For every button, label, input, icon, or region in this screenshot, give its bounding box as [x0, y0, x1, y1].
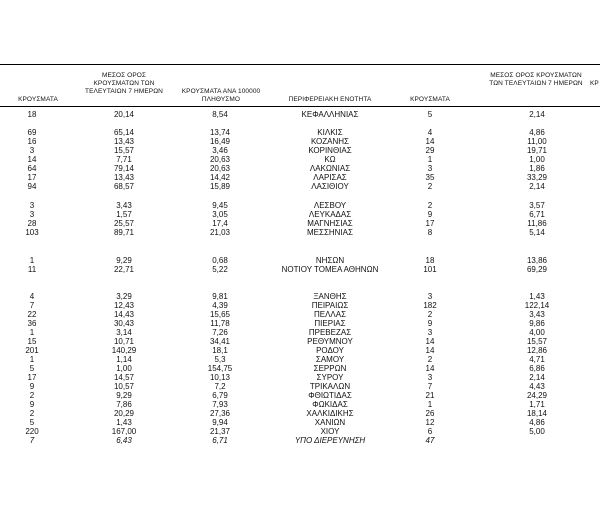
row-cases-right: 2 [427, 310, 433, 319]
row-cases-right: 2 [427, 355, 433, 364]
row-avg-7d: 1,00 [116, 364, 132, 373]
row-regional-unit: ΡΟΔΟΥ [316, 346, 344, 355]
row-avg-7d: 25,57 [113, 219, 135, 228]
row-avg-7d: 20,29 [113, 409, 135, 418]
row-avg-7d: 9,29 [116, 256, 132, 265]
row-cases-right: 9 [427, 319, 433, 328]
row-per-100k: 21,03 [209, 228, 231, 237]
row-cases: 2 [29, 409, 35, 418]
row-cases: 18 [27, 110, 37, 119]
row-avg-7d-right: 1,00 [529, 155, 545, 164]
table-row [0, 228, 600, 237]
row-avg-7d: 9,29 [116, 391, 132, 400]
table-row [0, 182, 600, 191]
row-avg-7d: 1,14 [116, 355, 132, 364]
table-row [0, 364, 600, 373]
row-per-100k: 9,81 [212, 292, 228, 301]
row-cases-right: 3 [427, 164, 433, 173]
row-cases: 3 [29, 146, 35, 155]
row-cases-right: 3 [427, 328, 433, 337]
table-row [0, 110, 600, 119]
row-avg-7d-right: 4,00 [529, 328, 545, 337]
row-avg-7d-right: 3,57 [529, 201, 545, 210]
row-per-100k: 6,71 [212, 436, 228, 445]
table-row [0, 155, 600, 164]
row-regional-unit: ΚΙΛΚΙΣ [317, 128, 343, 137]
row-avg-7d-right: 2,14 [529, 182, 545, 191]
row-avg-7d: 140,29 [111, 346, 137, 355]
row-regional-unit: ΥΠΟ ΔΙΕΡΕΥΝΗΣΗ [294, 436, 366, 445]
row-cases-right: 7 [427, 382, 433, 391]
row-regional-unit: ΚΕΦΑΛΛΗΝΙΑΣ [301, 110, 359, 119]
table-row [0, 173, 600, 182]
table-row [0, 164, 600, 173]
row-cases: 17 [27, 373, 37, 382]
row-regional-unit: ΛΑΚΩΝΙΑΣ [309, 164, 351, 173]
row-per-100k: 15,65 [209, 310, 231, 319]
row-per-100k: 7,2 [214, 382, 226, 391]
row-regional-unit: ΜΕΣΣΗΝΙΑΣ [307, 228, 353, 237]
row-avg-7d: 12,43 [113, 301, 135, 310]
row-cases: 64 [27, 164, 37, 173]
row-avg-7d: 14,57 [113, 373, 135, 382]
row-avg-7d-right: 13,86 [526, 256, 548, 265]
row-avg-7d-right: 19,71 [526, 146, 548, 155]
row-avg-7d-right: 11,00 [527, 137, 547, 146]
row-avg-7d: 79,14 [113, 164, 135, 173]
row-per-100k: 10,13 [209, 373, 231, 382]
row-avg-7d: 89,71 [113, 228, 135, 237]
row-regional-unit: ΣΥΡΟΥ [316, 373, 344, 382]
row-avg-7d: 6,43 [116, 436, 132, 445]
row-per-100k: 7,26 [212, 328, 228, 337]
table-row [0, 319, 600, 328]
row-cases: 9 [29, 400, 35, 409]
row-cases-right: 5 [427, 110, 433, 119]
row-avg-7d: 13,43 [113, 137, 135, 146]
row-per-100k: 4,39 [212, 301, 228, 310]
row-avg-7d: 10,71 [113, 337, 135, 346]
row-cases-right: 21 [425, 391, 435, 400]
row-avg-7d: 1,43 [116, 418, 132, 427]
row-avg-7d: 1,57 [116, 210, 132, 219]
row-avg-7d-right: 1,43 [529, 292, 545, 301]
row-avg-7d-right: 6,71 [529, 210, 545, 219]
row-avg-7d: 30,43 [113, 319, 135, 328]
row-avg-7d: 22,71 [113, 265, 135, 274]
table-row [0, 400, 600, 409]
row-cases: 69 [27, 128, 37, 137]
row-regional-unit: ΣΕΡΡΩΝ [313, 364, 347, 373]
row-avg-7d-right: 18,14 [526, 409, 548, 418]
row-cases-right: 3 [427, 292, 433, 301]
row-avg-7d: 167,00 [111, 427, 137, 436]
row-cases: 7 [29, 301, 35, 310]
row-cases-right: 14 [425, 337, 435, 346]
row-avg-7d-right: 2,14 [529, 110, 545, 119]
header-left-cases: ΚΡΟΥΣΜΑΤΑ [18, 96, 58, 103]
row-cases-right: 6 [427, 427, 433, 436]
header-right-cases: ΚΡΟΥΣΜΑΤΑ [410, 96, 450, 103]
row-cases-right: 14 [425, 364, 435, 373]
table-row [0, 328, 600, 337]
row-per-100k: 8,54 [212, 110, 228, 119]
row-cases: 36 [27, 319, 37, 328]
row-cases-right: 2 [427, 201, 433, 210]
header-top-rule [0, 64, 600, 65]
row-cases-right: 18 [425, 256, 435, 265]
row-avg-7d-right: 12,86 [526, 346, 548, 355]
row-avg-7d-right: 1,86 [529, 164, 545, 173]
row-cases-right: 3 [427, 373, 433, 382]
row-avg-7d: 10,57 [113, 382, 135, 391]
row-cases: 16 [27, 137, 37, 146]
row-per-100k: 7,93 [212, 400, 228, 409]
row-cases-right: 9 [427, 210, 433, 219]
row-cases-right: 29 [425, 146, 435, 155]
row-cases: 201 [25, 346, 39, 355]
row-regional-unit: ΠΙΕΡΙΑΣ [314, 319, 346, 328]
row-regional-unit: ΠΕΙΡΑΙΩΣ [311, 301, 349, 310]
row-avg-7d-right: 3,43 [529, 310, 545, 319]
row-cases: 7 [29, 436, 35, 445]
row-avg-7d-right: 33,29 [526, 173, 548, 182]
table-row [0, 346, 600, 355]
row-regional-unit: ΜΑΓΝΗΣΙΑΣ [307, 219, 353, 228]
table-row [0, 355, 600, 364]
header-left-avg: ΜΕΣΟΣ ΟΡΟΣ ΚΡΟΥΣΜΑΤΩΝ ΤΩΝ ΤΕΛΕΥΤΑΙΩΝ 7 ΗΜΕΡΩΝ [85, 72, 163, 95]
row-per-100k: 9,94 [212, 418, 228, 427]
row-regional-unit: ΠΕΛΛΑΣ [313, 310, 347, 319]
row-regional-unit: ΦΩΚΙΔΑΣ [312, 400, 348, 409]
row-per-100k: 21,37 [209, 427, 231, 436]
row-avg-7d-right: 4,43 [529, 382, 545, 391]
row-regional-unit: ΣΑΜΟΥ [315, 355, 345, 364]
row-cases: 1 [29, 328, 35, 337]
row-avg-7d-right: 11,86 [527, 219, 547, 228]
header-unit: ΠΕΡΙΦΕΡΕΙΑΚΗ ΕΝΟΤΗΤΑ [288, 96, 372, 103]
row-regional-unit: ΠΡΕΒΕΖΑΣ [308, 328, 352, 337]
row-cases-right: 17 [425, 219, 435, 228]
row-avg-7d: 15,57 [113, 146, 135, 155]
table-row [0, 146, 600, 155]
row-cases: 3 [29, 201, 35, 210]
row-per-100k: 18,1 [212, 346, 228, 355]
table-row [0, 391, 600, 400]
row-per-100k: 11,78 [210, 319, 230, 328]
row-cases: 94 [27, 182, 37, 191]
header-right-avg: ΜΕΣΟΣ ΟΡΟΣ ΚΡΟΥΣΜΑΤΩΝ ΤΩΝ ΤΕΛΕΥΤΑΙΩΝ 7 ΗΜΕΡΩΝ [489, 72, 583, 87]
table-row [0, 427, 600, 436]
row-cases: 103 [25, 228, 39, 237]
row-cases-right: 1 [427, 400, 433, 409]
row-cases: 3 [29, 210, 35, 219]
row-cases: 1 [29, 256, 35, 265]
row-per-100k: 20,63 [209, 155, 231, 164]
row-avg-7d-right: 9,86 [529, 319, 545, 328]
row-regional-unit: ΛΕΥΚΑΔΑΣ [308, 210, 352, 219]
row-regional-unit: ΡΕΘΥΜΝΟΥ [307, 337, 353, 346]
table-row [0, 265, 600, 274]
table-row [0, 256, 600, 265]
row-regional-unit: ΧΙΟΥ [320, 427, 340, 436]
row-avg-7d: 20,14 [113, 110, 135, 119]
row-avg-7d-right: 4,86 [529, 418, 545, 427]
row-cases: 17 [27, 173, 37, 182]
row-cases: 14 [27, 155, 37, 164]
row-avg-7d-right: 2,14 [529, 373, 545, 382]
table-row [0, 310, 600, 319]
row-cases-right: 2 [427, 182, 433, 191]
row-per-100k: 5,22 [212, 265, 228, 274]
row-avg-7d: 3,29 [116, 292, 132, 301]
row-avg-7d-right: 24,29 [526, 391, 548, 400]
row-avg-7d: 13,43 [113, 173, 135, 182]
row-cases-right: 1 [427, 155, 433, 164]
row-cases: 1 [29, 355, 35, 364]
row-cases: 4 [29, 292, 35, 301]
row-cases: 28 [27, 219, 37, 228]
header-cut-off: ΚΡ [590, 80, 599, 87]
row-regional-unit: ΦΘΙΩΤΙΔΑΣ [308, 391, 352, 400]
row-regional-unit: ΞΑΝΘΗΣ [313, 292, 347, 301]
row-regional-unit: ΤΡΙΚΑΛΩΝ [309, 382, 351, 391]
row-cases: 2 [29, 391, 35, 400]
table-row [0, 418, 600, 427]
row-cases-right: 26 [425, 409, 435, 418]
table-row [0, 373, 600, 382]
table-row [0, 292, 600, 301]
row-regional-unit: ΚΩ [324, 155, 336, 164]
row-cases-right: 182 [423, 301, 437, 310]
row-cases: 5 [29, 364, 35, 373]
row-cases-right: 35 [425, 173, 435, 182]
row-cases-right: 14 [425, 137, 435, 146]
table-row [0, 337, 600, 346]
row-regional-unit: ΧΑΛΚΙΔΙΚΗΣ [306, 409, 354, 418]
row-per-100k: 34,41 [209, 337, 231, 346]
table-row [0, 210, 600, 219]
row-avg-7d-right: 1,71 [529, 400, 545, 409]
row-regional-unit: ΝΟΤΙΟΥ ΤΟΜΕΑ ΑΘΗΝΩΝ [281, 265, 379, 274]
row-regional-unit: ΛΑΣΙΘΙΟΥ [311, 182, 349, 191]
row-per-100k: 3,46 [212, 146, 228, 155]
row-avg-7d: 68,57 [113, 182, 135, 191]
row-cases: 11 [27, 265, 37, 274]
row-avg-7d-right: 4,86 [529, 128, 545, 137]
row-per-100k: 5,3 [214, 355, 226, 364]
table-row [0, 201, 600, 210]
row-avg-7d-right: 122,14 [524, 301, 550, 310]
row-cases-right: 4 [427, 128, 433, 137]
table-row [0, 301, 600, 310]
row-cases-right: 12 [425, 418, 435, 427]
row-per-100k: 13,74 [209, 128, 231, 137]
row-per-100k: 6,79 [212, 391, 228, 400]
row-avg-7d-right: 5,14 [529, 228, 545, 237]
row-per-100k: 15,89 [209, 182, 231, 191]
row-regional-unit: ΝΗΣΩΝ [315, 256, 345, 265]
row-per-100k: 27,36 [209, 409, 231, 418]
row-avg-7d: 65,14 [113, 128, 135, 137]
row-avg-7d: 3,14 [116, 328, 132, 337]
row-regional-unit: ΛΑΡΙΣΑΣ [313, 173, 347, 182]
row-per-100k: 17,4 [212, 219, 228, 228]
table-row [0, 409, 600, 418]
row-cases: 9 [29, 382, 35, 391]
row-per-100k: 14,42 [209, 173, 231, 182]
row-per-100k: 0,68 [212, 256, 228, 265]
row-avg-7d-right: 6,86 [529, 364, 545, 373]
row-cases: 22 [27, 310, 37, 319]
row-regional-unit: ΛΕΣΒΟΥ [313, 201, 347, 210]
header-left-per100k: ΚΡΟΥΣΜΑΤΑ ΑΝΑ 100000 ΠΛΗΘΥΣΜΟ [181, 88, 261, 103]
row-regional-unit: ΧΑΝΙΩΝ [314, 418, 346, 427]
row-regional-unit: ΚΟΡΙΝΘΙΑΣ [308, 146, 352, 155]
row-avg-7d-right: 15,57 [526, 337, 548, 346]
row-cases-right: 47 [425, 436, 435, 445]
row-avg-7d: 7,86 [116, 400, 132, 409]
row-avg-7d: 14,43 [113, 310, 135, 319]
row-per-100k: 3,05 [212, 210, 228, 219]
table-row [0, 128, 600, 137]
row-cases-right: 14 [425, 346, 435, 355]
row-cases: 220 [25, 427, 39, 436]
row-avg-7d-right: 69,29 [526, 265, 548, 274]
header-bottom-rule [0, 106, 600, 107]
row-cases-right: 8 [427, 228, 433, 237]
row-regional-unit: ΚΟΖΑΝΗΣ [310, 137, 350, 146]
row-per-100k: 9,45 [212, 201, 228, 210]
row-cases: 15 [27, 337, 37, 346]
table-row [0, 436, 600, 445]
table-row [0, 137, 600, 146]
table-row [0, 382, 600, 391]
row-avg-7d: 7,71 [116, 155, 132, 164]
row-per-100k: 20,63 [209, 164, 231, 173]
row-cases-right: 101 [423, 265, 437, 274]
table-row [0, 219, 600, 228]
row-avg-7d-right: 5,00 [529, 427, 545, 436]
row-avg-7d-right: 4,71 [529, 355, 545, 364]
row-cases: 5 [29, 418, 35, 427]
row-per-100k: 154,75 [207, 364, 233, 373]
row-per-100k: 16,49 [209, 137, 231, 146]
row-avg-7d: 3,43 [116, 201, 132, 210]
